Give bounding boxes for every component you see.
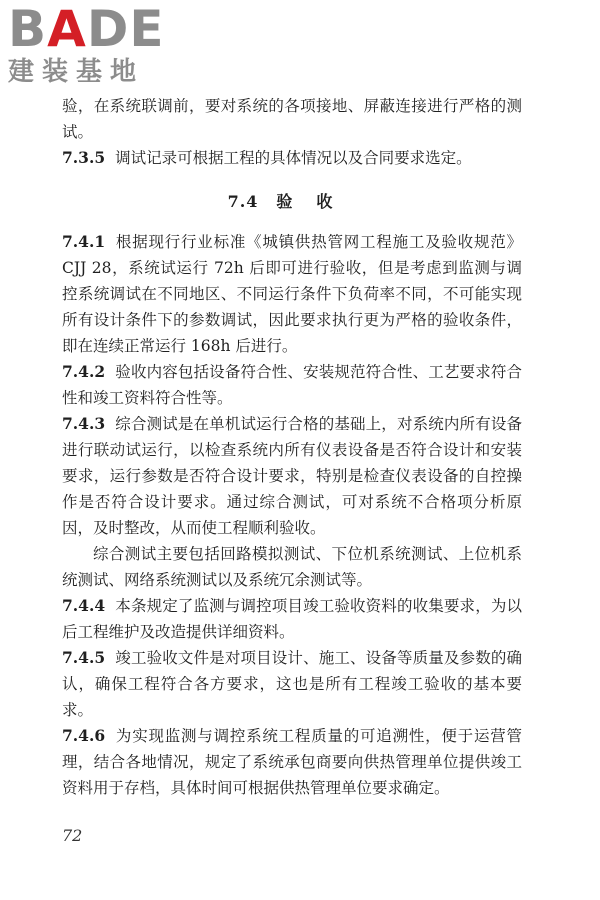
clause-text: 竣工验收文件是对项目设计、施工、设备等质量及参数的确认，确保工程符合各方要求，这也是所有工程竣工验收的基本要求。: [62, 649, 522, 719]
section-number: 7.4: [227, 192, 259, 211]
logo-letter-a: A: [47, 0, 87, 58]
clause-number: 7.4.3: [62, 414, 106, 433]
section-title: 验收: [276, 192, 357, 211]
section-heading: [62, 189, 522, 215]
clause-number: 7.4.5: [62, 648, 106, 667]
clause-number: 7.4.2: [62, 362, 106, 381]
clause-7-4-3-continuation: 综合测试主要包括回路模拟测试、下位机系统测试、上位机系统测试、网络系统测试以及系统冗余测试等。: [62, 545, 522, 589]
document-body: [62, 93, 522, 801]
clause-text: 调试记录可根据工程的具体情况以及合同要求选定。: [115, 149, 472, 167]
clause-7-4-1: [62, 229, 522, 359]
clause-text: 为实现监测与调控系统工程质量的可追溯性，便于运营管理，结合各地情况，规定了系统承包商要向供热管理单位提供竣工资料用于存档，具体时间可根据供热管理单位要求确定。: [62, 727, 522, 797]
clause-7-4-2: [62, 359, 522, 411]
logo-letters-de: DE: [86, 0, 165, 58]
continuation-paragraph: 验，在系统联调前，要对系统的各项接地、屏蔽连接进行严格的测试。: [62, 97, 522, 141]
clause-text: 根据现行行业标准《城镇供热管网工程施工及验收规范》CJJ 28，系统试运行 72h 后即可进行验收，但是考虑到监测与调控系统调试在不同地区、不同运行条件下负荷率不同，不可能实现所有设计条件下的参数调试，因此要求执行更为严格的验收条件，即在连续正常运行 168h 后进行。: [62, 233, 522, 355]
clause-7-4-3: [62, 411, 522, 541]
clause-number: 7.4.1: [62, 232, 106, 251]
brand-logo: [8, 0, 183, 92]
logo-subtitle: 建装基地: [8, 57, 145, 87]
clause-7-3-5: [62, 145, 522, 171]
logo-wordmark: [8, 0, 183, 58]
clause-7-4-4: [62, 593, 522, 645]
clause-text: 综合测试是在单机试运行合格的基础上，对系统内所有设备进行联动试运行，以检查系统内所有仪表设备是否符合设计和安装要求，运行参数是否符合设计要求，特别是检查仪表设备的自控操作是否符合设计要求。通过综合测试，可对系统不合格项分析原因，及时整改，从而使工程顺利验收。: [62, 415, 522, 537]
clause-7-4-5: [62, 645, 522, 723]
clause-number: 7.4.6: [62, 726, 106, 745]
clause-number: 7.4.4: [62, 596, 106, 615]
logo-letter-b: B: [8, 0, 48, 58]
clause-7-4-6: [62, 723, 522, 801]
clause-number: 7.3.5: [62, 148, 106, 167]
clause-text: 验收内容包括设备符合性、安装规范符合性、工艺要求符合性和竣工资料符合性等。: [62, 363, 522, 407]
page-number: 72: [62, 826, 83, 845]
clause-text: 本条规定了监测与调控项目竣工验收资料的收集要求，为以后工程维护及改造提供详细资料。: [62, 597, 522, 641]
